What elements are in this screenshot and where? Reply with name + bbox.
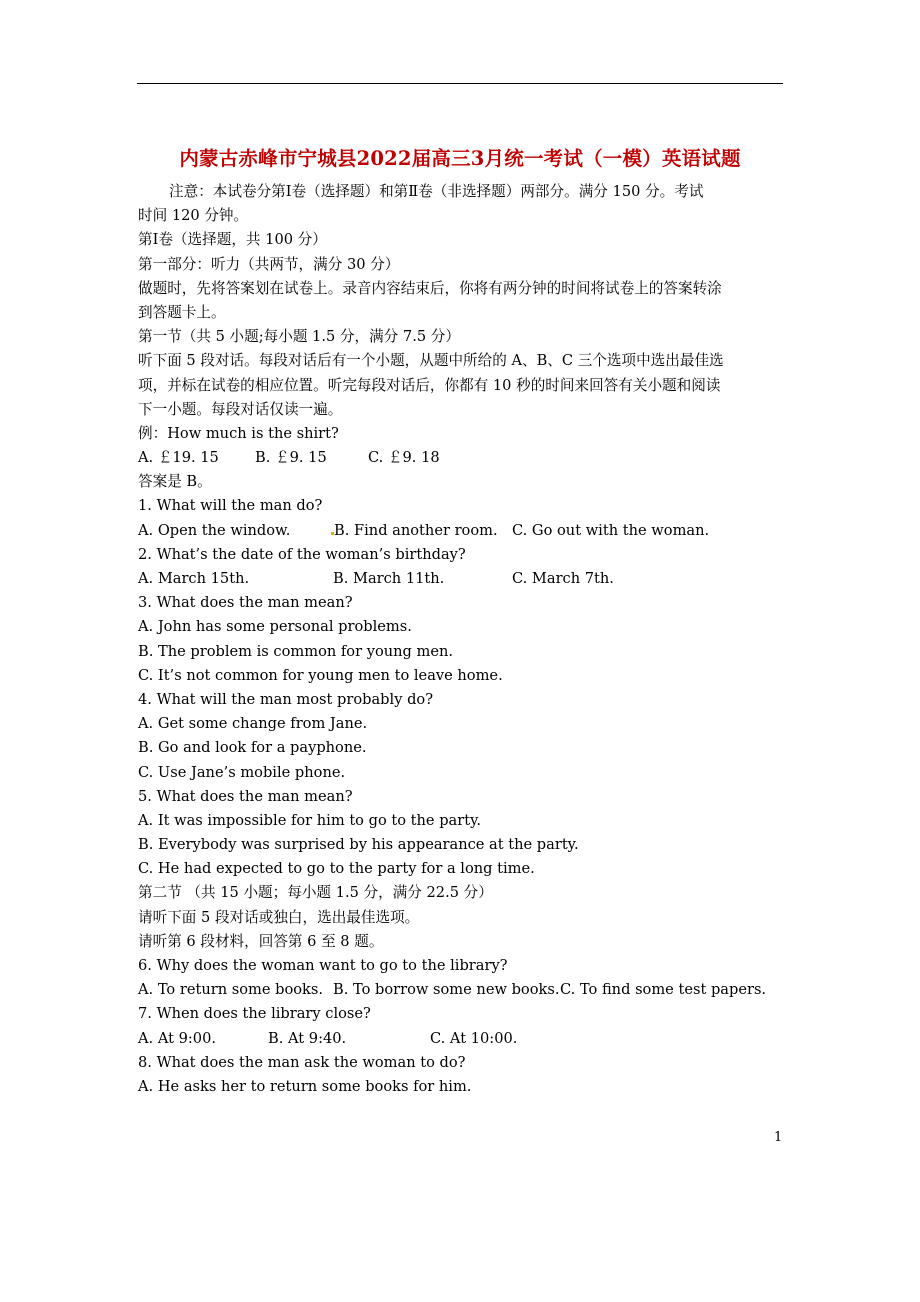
material-instruction: 请听第 6 段材料，回答第 6 至 8 题。: [138, 932, 384, 950]
option-b: B. At 9:40.: [268, 1029, 347, 1047]
section-heading: 第二节 （共 15 小题；每小题 1.5 分，满分 22.5 分）: [138, 884, 493, 902]
option-b: B. To borrow some new books.: [333, 981, 560, 999]
option-b: B. The problem is common for young men.: [138, 642, 454, 660]
option-c: C. To find some test papers.: [560, 981, 767, 999]
option-c: C. Go out with the woman.: [512, 521, 710, 539]
page-number: 1: [774, 1130, 783, 1145]
section-instruction: 项，并标在试卷的相应位置。听完每段对话后，你都有 10 秒的时间来回答有关小题和阅读: [138, 376, 721, 394]
volume-heading: 第Ⅰ卷（选择题，共 100 分）: [138, 231, 327, 249]
option-c: C. It’s not common for young men to leave home.: [138, 666, 503, 684]
section-heading: 第一节（共 5 小题;每小题 1.5 分，满分 7.5 分）: [138, 328, 460, 346]
section-instruction: 请听下面 5 段对话或独白，选出最佳选项。: [138, 908, 420, 926]
option-a: A. To return some books.: [138, 981, 324, 999]
question-stem: 2. What’s the date of the woman’s birthday?: [138, 545, 466, 563]
question-stem: 5. What does the man mean?: [138, 787, 353, 805]
option-a: A. John has some personal problems.: [138, 618, 412, 636]
exam-body: [138, 180, 784, 1099]
question-stem: 8. What does the man ask the woman to do?: [138, 1053, 466, 1071]
question-options: [138, 567, 784, 591]
option-c: C. Use Jane’s mobile phone.: [138, 763, 346, 781]
question-stem: 4. What will the man most probably do?: [138, 690, 434, 708]
question-stem: 1. What will the man do?: [138, 497, 323, 515]
option-a: A. Get some change from Jane.: [138, 715, 368, 733]
question-stem: 6. Why does the woman want to go to the library?: [138, 957, 508, 974]
question-options: [138, 1027, 784, 1051]
section-instruction: 听下面 5 段对话。每段对话后有一个小题，从题中所给的 A、B、C 三个选项中选出最佳选: [138, 352, 724, 370]
question-stem: 7. When does the library close?: [138, 1005, 371, 1023]
option-a: A. He asks her to return some books for him.: [138, 1077, 472, 1095]
option-a: A. ￡19. 15: [138, 449, 219, 467]
part-heading: 第一部分：听力（共两节，满分 30 分）: [138, 255, 400, 273]
option-b: B. March 11th.: [333, 570, 445, 587]
option-b-wrapper: [331, 519, 498, 543]
example-question: 例：How much is the shirt?: [138, 424, 339, 442]
question-options: [138, 519, 784, 543]
page-title: 内蒙古赤峰市宁城县2022届高三3月统一考试（一模）英语试题: [179, 147, 741, 170]
marker-dot: [331, 532, 334, 535]
option-a: A. It was impossible for him to go to the party.: [138, 811, 482, 829]
option-a: A. Open the window.: [138, 521, 291, 539]
option-b: B. Everybody was surprised by his appearance at the party.: [138, 836, 579, 854]
example-answer: 答案是 B。: [138, 473, 212, 491]
option-a: A. At 9:00.: [138, 1029, 217, 1047]
option-c: C. He had expected to go to the party for a long time.: [138, 860, 535, 878]
example-options: [138, 446, 784, 470]
instruction-line: 做题时，先将答案划在试卷上。录音内容结束后，你将有两分钟的时间将试卷上的答案转涂: [138, 279, 722, 297]
option-c: C. March 7th.: [512, 570, 614, 587]
option-b: B. ￡9. 15: [255, 449, 327, 467]
option-c: C. ￡9. 18: [368, 449, 440, 467]
question-options: [138, 978, 784, 1002]
option-b: B. Find another room.: [334, 521, 498, 539]
instruction-line: 到答题卡上。: [138, 303, 226, 321]
section-instruction: 下一小题。每段对话仅读一遍。: [138, 400, 343, 418]
header-rule: [137, 83, 783, 84]
option-c: C. At 10:00.: [430, 1029, 518, 1047]
option-a: A. March 15th.: [138, 570, 250, 587]
notice-line: 时间 120 分钟。: [138, 207, 249, 225]
notice-line: 注意：本试卷分第Ⅰ卷（选择题）和第Ⅱ卷（非选择题）两部分。满分 150 分。考试: [169, 183, 704, 200]
option-b: B. Go and look for a payphone.: [138, 739, 367, 757]
question-stem: 3. What does the man mean?: [138, 594, 353, 612]
